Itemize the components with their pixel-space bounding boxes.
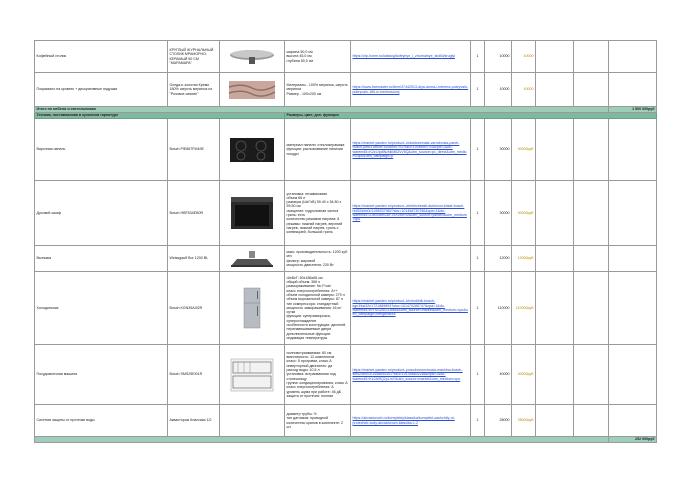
item-name: Духовой шкаф xyxy=(35,181,168,246)
item-specs: полновстраиваемая: 60 см вместимость: 12 комплектов класс: 5 программ, класс A инверторный двигатель: да расход воды: 10,5 л установка: встраиваемая под столешницу группа: кондиционирования, класс A класс энергопотребления: A уровень шума при работе: 46 дБ защита от протечек: полная xyxy=(285,345,351,405)
item-link-cell xyxy=(351,246,471,272)
item-total: 30000руб xyxy=(512,181,536,246)
empty-cell xyxy=(574,181,609,246)
table-row xyxy=(35,345,657,405)
empty-cell xyxy=(574,73,609,107)
item-brand: Оседа-н-золотая Кремо 180% шерсть мериноа из "Розовое сияние" xyxy=(168,73,220,107)
table-row xyxy=(35,405,657,437)
item-qty: 1 xyxy=(471,181,485,246)
section-note: Размеры, цвет, доп. функции xyxy=(285,113,657,119)
item-name: Варочная панель xyxy=(35,119,168,181)
item-name: Посудомоечная машина xyxy=(35,345,168,405)
empty-cell xyxy=(536,345,574,405)
dishwasher-image xyxy=(230,358,274,392)
empty-cell xyxy=(609,272,657,345)
item-link[interactable]: https://zip-home.ru/katalog/kofeynye_i_zhurnalnye_stoliki/kruglyi xyxy=(352,54,455,59)
item-brand: Bosch PIE867FM49E xyxy=(168,119,220,181)
item-specs: ШхВхГ: 60х186х66 см общий объем: 366 л размораживание: No Frost класс энергопотребления: A++ объем холодильной камеры: 279 л объем морозильной камеры: 87 л тип компрессора: стандартный мощность замораживания: 16 кг/сутки функции: суперзаморозка, суперохлаждение особенности конструкции: дисплей, перенавешиваемые двери дополнительные функции: индикация температуры xyxy=(285,272,351,345)
grand-total-value: 252 000руб xyxy=(609,437,657,443)
hob-image xyxy=(229,137,275,163)
item-brand: Bosch SMS25EI01R xyxy=(168,345,220,405)
oven-image xyxy=(230,196,274,230)
item-name: Покрывало на кровать + декоративные подушки xyxy=(35,73,168,107)
item-total: 12000руб xyxy=(512,246,536,272)
item-unit-price: 40000 xyxy=(485,345,512,405)
item-unit-price: 10000 xyxy=(485,73,512,107)
item-link[interactable]: https://market.yandex.ru/product--elektricheskii-dukhovoi-shkaf-bosch-hbf534eb0r/1456937982?sku=101458730786&cpa=1&do-waremd5=ZdMXBeu2kFJ9XJwRRz&utm_source=yandex&utm_medium=cpc xyxy=(352,204,467,222)
estimate-table xyxy=(34,40,657,443)
item-image xyxy=(220,272,285,345)
item-image xyxy=(220,73,285,107)
item-brand: Bosch KGN39AI32R xyxy=(168,272,220,345)
empty-cell xyxy=(536,181,574,246)
item-total: 10000 xyxy=(512,73,536,107)
item-specs: материал панели: стеклокерамика функция: распознавание наличия посуды xyxy=(285,119,351,181)
item-link-cell xyxy=(351,272,471,345)
empty-cell xyxy=(609,181,657,246)
empty-cell xyxy=(574,405,609,437)
item-specs: макс. производительность: 1200 куб. м/ч фильтр: жировой мощность двигателя: 230 Вт xyxy=(285,246,351,272)
empty-cell xyxy=(609,405,657,437)
item-qty: 1 xyxy=(471,119,485,181)
empty-cell xyxy=(609,73,657,107)
item-image xyxy=(220,405,285,437)
item-link-cell xyxy=(351,405,471,437)
table-row xyxy=(35,73,657,107)
item-unit-price: 10000 xyxy=(485,41,512,73)
item-specs: установка: независимая объем 66 л размеры (ШхГхВ) 59.40 x 54.80 x 59.50 см очищение: гидролизная чистка гриль: есть количество режимов нагрева: 8 режимы: нижний нагрев, верхний нагрев, нижний нагрев, гриль с конвекцией, большой гриль xyxy=(285,181,351,246)
item-qty: 1 xyxy=(471,272,485,345)
item-link-cell xyxy=(351,73,471,107)
empty-cell xyxy=(574,119,609,181)
item-name: Холодильник xyxy=(35,272,168,345)
item-image xyxy=(220,345,285,405)
item-qty: 1 xyxy=(471,41,485,73)
empty-cell xyxy=(574,246,609,272)
item-link[interactable]: https://market.yandex.ru/product--kholodilnik-bosch-kgn39ai32r/1721889893?sku=101470285747&cpa=1&do-waremd5=mYSS2ACG3Md4&utm_source=market&utm_medium=cpc&utm_campaign=refrigerators xyxy=(352,299,468,317)
empty-cell xyxy=(536,405,574,437)
item-link-cell xyxy=(351,181,471,246)
item-link-cell xyxy=(351,41,471,73)
item-link-cell xyxy=(351,119,471,181)
item-image xyxy=(220,119,285,181)
item-link[interactable]: https://www.livemaster.ru/item/37442513-dlya-doma-i-interera-pokryvalo-pokryvalo-180-iz-merinosovoj xyxy=(352,85,469,94)
table-row xyxy=(35,181,657,246)
item-link[interactable]: https://akvastorozh.ru/komplekty/klassika/komplekt-zashchity-ot-protechek-vody-akvastorozh-klassika-1-2 xyxy=(352,416,455,425)
item-brand: Аквасторож Классика 1/2 xyxy=(168,405,220,437)
empty-cell xyxy=(574,272,609,345)
empty-cell xyxy=(536,246,574,272)
fridge-image xyxy=(243,287,261,329)
item-qty: 1 xyxy=(471,73,485,107)
item-image xyxy=(220,41,285,73)
item-brand: Weissgauff Bor 1200 BL xyxy=(168,246,220,272)
item-unit-price: 30000 xyxy=(485,119,512,181)
item-image xyxy=(220,246,285,272)
item-total: 40000руб xyxy=(512,345,536,405)
empty-cell xyxy=(536,119,574,181)
item-unit-price: 110000 xyxy=(485,272,512,345)
table-row xyxy=(35,41,657,73)
item-qty: 1 xyxy=(471,246,485,272)
empty-cell xyxy=(609,119,657,181)
bedspread-image xyxy=(227,79,277,101)
item-name: Кофейный столик xyxy=(35,41,168,73)
empty-cell xyxy=(574,345,609,405)
item-total: 110000руб xyxy=(512,272,536,345)
item-total: 28000руб xyxy=(512,405,536,437)
section-title: Техника, поставляемая в кухонном гарнитуре xyxy=(35,113,285,119)
item-specs: диаметр трубы: ½ тип датчиков: проводной количество кранов в комплекте: 2 шт xyxy=(285,405,351,437)
table-row xyxy=(35,272,657,345)
empty-cell xyxy=(574,41,609,73)
item-specs: Материалы - 100% мериноа, шерсть мериноа Размер - 100х200 см xyxy=(285,73,351,107)
empty-cell xyxy=(536,272,574,345)
empty-cell xyxy=(536,41,574,73)
table-row xyxy=(35,119,657,181)
hood-image xyxy=(229,250,275,268)
item-link-cell xyxy=(351,345,471,405)
subtotal-value: 1 500 000руб xyxy=(609,107,657,113)
item-unit-price: 12000 xyxy=(485,246,512,272)
empty-cell xyxy=(609,246,657,272)
item-link[interactable]: https://market.yandex.ru/product--induktsionnaia-varochnaia-panel-bosch-pie631bb5e/1008890703?sku=1008890703&cpa=1&do-waremd5=K2zLhp8NzNkM6ZvV5Q&utm_source=pc_direct&utm_medium=cpc&utm_campaign=p xyxy=(352,140,467,158)
grand-total-row xyxy=(35,437,657,443)
item-link[interactable]: https://market.yandex.ru/product--posudomoechnaia-mashina-bosch-sms25ei01r/1456895301?sku=101458832286&cpa=1&do-waremd5=Kz2A9fQ2pLmY&utm_source=market&utm_medium=cpc xyxy=(352,368,463,381)
item-unit-price: 28000 xyxy=(485,405,512,437)
item-qty: 1 xyxy=(471,405,485,437)
item-brand: КРУГЛЫЙ ЖУРНАЛЬНЫЙ СТОЛИК МРАМОРНО-КЕРАМЫЙ 50 СМ "МАРАМАРА" xyxy=(168,41,220,73)
item-name: Система защиты от протечки воды xyxy=(35,405,168,437)
item-qty: 1 xyxy=(471,345,485,405)
empty-cell xyxy=(609,41,657,73)
item-total: 30000руб xyxy=(512,119,536,181)
subtotal-label: Итого по мебели и светильникам xyxy=(35,107,609,113)
item-unit-price: 30000 xyxy=(485,181,512,246)
item-name: Вытяжка xyxy=(35,246,168,272)
item-total: 10000 xyxy=(512,41,536,73)
round-table-image xyxy=(227,48,277,66)
item-specs: ширина 50,0 см высота 45,0 см глубина 50,0 см xyxy=(285,41,351,73)
item-image xyxy=(220,181,285,246)
empty-cell xyxy=(536,73,574,107)
empty-cell xyxy=(609,345,657,405)
item-brand: Bosch HBF534EB0R xyxy=(168,181,220,246)
table-row xyxy=(35,246,657,272)
